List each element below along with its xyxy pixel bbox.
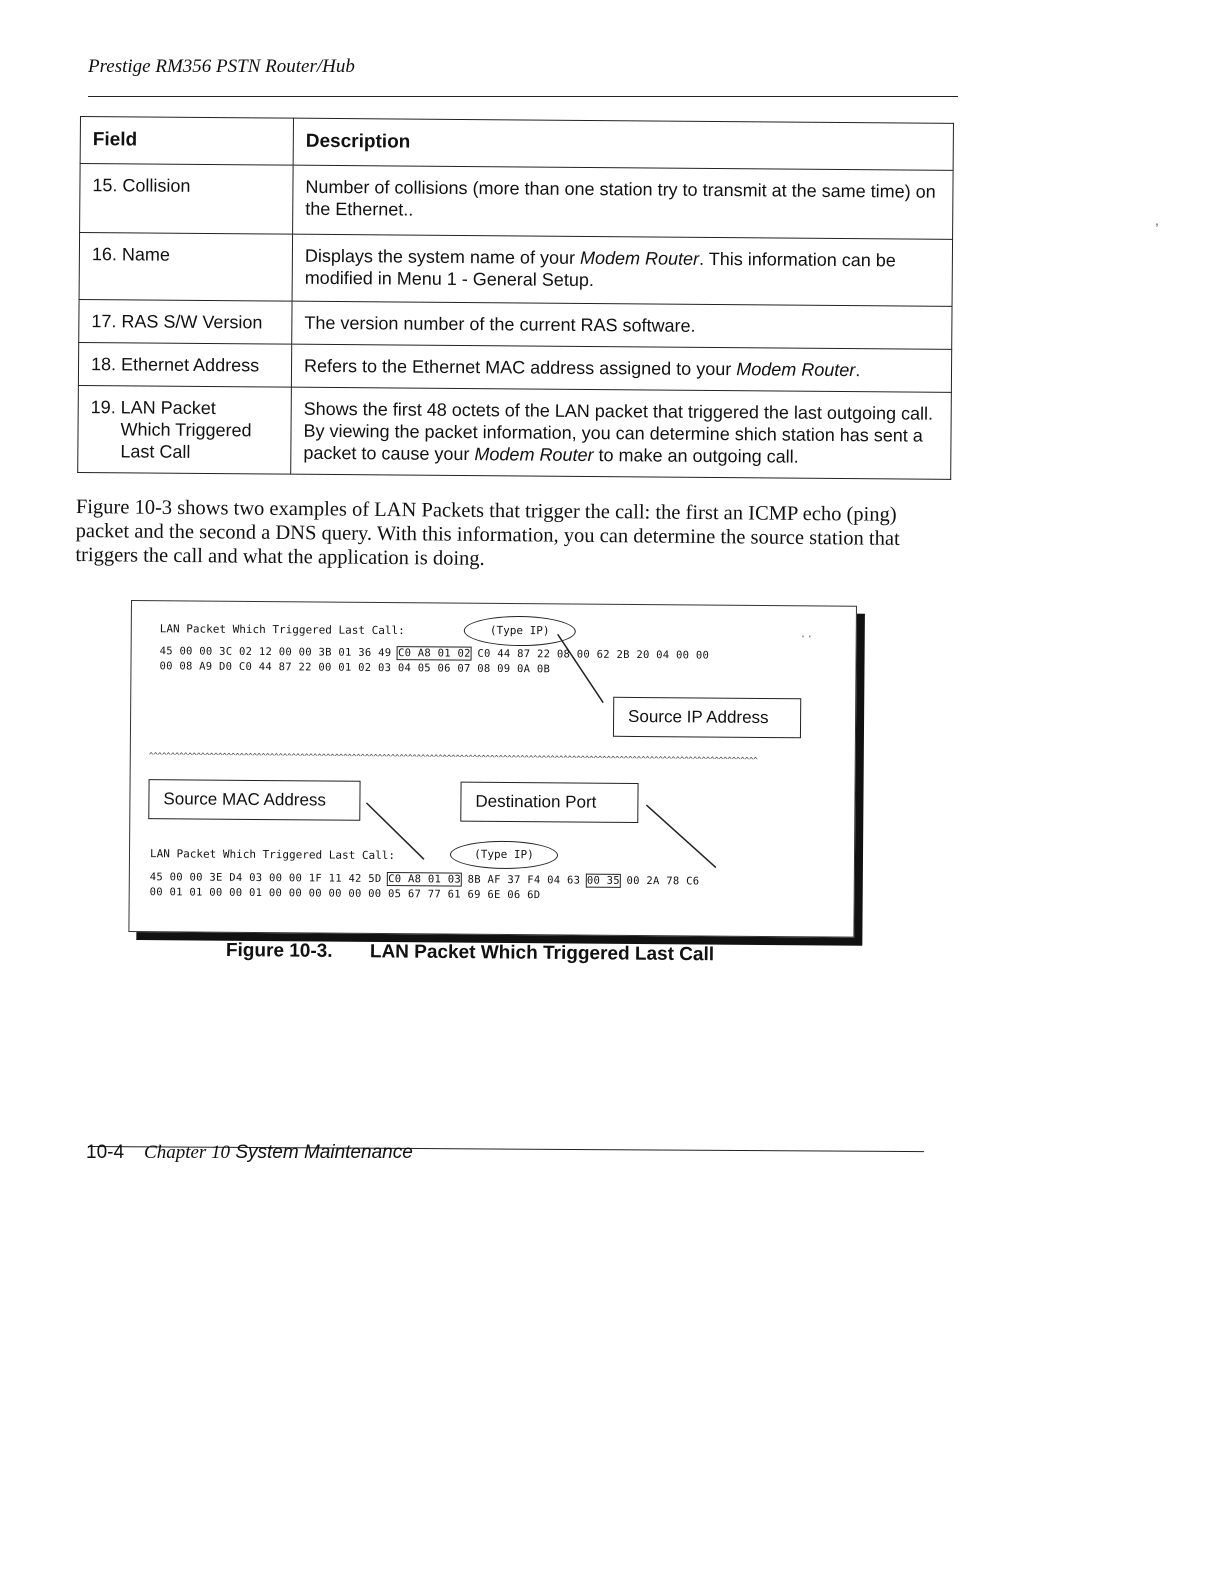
- packet1-type-oval: (Type IP): [464, 616, 576, 647]
- table-row: [80, 164, 954, 240]
- column-header-field: Field: [80, 117, 293, 166]
- field-name: Collision: [122, 175, 191, 196]
- field-description-table: [77, 116, 954, 480]
- packet2-label: LAN Packet Which Triggered Last Call:: [149, 847, 396, 863]
- field-name: LAN Packet Which Triggered Last Call: [120, 397, 252, 462]
- table-header-row: [80, 117, 953, 171]
- page-number: 10-4: [86, 1142, 125, 1163]
- product-name: Modem Router: [579, 247, 700, 269]
- field-cell: [78, 342, 291, 387]
- description-cell: Displays the system name of your Modem Router. This information can be modified in Menu 1 - General Setup.: [292, 234, 953, 306]
- row-number: 18.: [90, 354, 117, 375]
- row-number: 15.: [92, 175, 118, 196]
- chapter-title: Chapter 10 System Maintenance: [144, 1142, 413, 1163]
- callout-destination-port: Destination Port: [460, 782, 638, 823]
- product-name: Modem Router: [736, 359, 856, 381]
- row-number: 17.: [91, 311, 117, 332]
- source-ip-highlight: C0 A8 01 02: [397, 647, 471, 660]
- table-row: [78, 342, 951, 392]
- callout-source-ip: Source IP Address: [613, 697, 801, 738]
- packet1-trail: ..: [799, 627, 814, 641]
- packet2-type-oval: (Type IP): [450, 841, 558, 870]
- running-header: Prestige RM356 PSTN Router/Hub: [88, 56, 355, 77]
- field-cell: [78, 385, 292, 474]
- header-rule: [88, 96, 958, 97]
- row-number: 19.: [90, 397, 116, 418]
- packet2-hex-line2: 00 01 01 00 00 01 00 00 00 00 00 00 05 67 77 61 69 6E 06 6D: [149, 886, 541, 902]
- table-row: [79, 299, 952, 349]
- field-cell: [79, 233, 293, 302]
- figure-title: LAN Packet Which Triggered Last Call: [369, 941, 715, 966]
- figure-number: Figure 10-3.: [225, 940, 333, 962]
- row-number: 16.: [91, 244, 118, 265]
- table-row: [79, 233, 952, 307]
- intro-paragraph: Figure 10-3 shows two examples of LAN Packets that trigger the call: the first an ICMP echo (ping) packet and the second a DNS query. With this information, you can determine the source station that triggers the call and what the application is doing.: [75, 495, 900, 570]
- description-cell: The version number of the current RAS software.: [292, 301, 952, 349]
- field-name: RAS S/W Version: [121, 311, 263, 333]
- column-header-description: Description: [293, 118, 953, 170]
- field-name: Ethernet Address: [120, 354, 260, 376]
- source-ip-highlight: C0 A8 01 03: [388, 873, 462, 886]
- description-cell: Number of collisions (more than one station try to transmit at the same time) on the Ethernet..: [293, 165, 954, 239]
- field-cell: [80, 164, 294, 235]
- description-cell: Shows the first 48 octets of the LAN packet that triggered the last outgoing call. By viewing the packet information, you can determine shich station has sent a packet to cause your Modem Router to make an outgoing call.: [291, 387, 952, 479]
- page-footer: [86, 1142, 413, 1164]
- packet1-hex-line2: 00 08 A9 D0 C0 44 87 22 00 01 02 03 04 05 06 07 08 09 0A 0B: [159, 660, 551, 676]
- packet1-label: LAN Packet Which Triggered Last Call:: [159, 622, 405, 638]
- destination-port-highlight: 00 35: [586, 874, 620, 887]
- description-cell: Refers to the Ethernet MAC address assigned to your Modem Router.: [291, 344, 951, 392]
- callout-source-mac: Source MAC Address: [148, 779, 360, 821]
- figure-caption: [226, 940, 714, 966]
- packet-separator: ^^^^^^^^^^^^^^^^^^^^^^^^^^^^^^^^^^^^^^^^^^^^^^^^^^^^^^^^^^^^^^^^^^^^^^^^^^^^^^^^^^^^^^^^^^^^^^^^^^^^^^^^^^^^^^^^^^^^^^^^^^^^^^^^^^^^^^^^^^^^^: [148, 751, 758, 765]
- product-name: Modem Router: [474, 444, 594, 466]
- packet-figure: [128, 600, 857, 938]
- packet1-hex-line1: 45 00 00 3C 02 12 00 00 3B 01 36 49 C0 A8 01 02 C0 44 87 22 08 00 62 2B 20 04 00 00: [159, 645, 710, 662]
- field-cell: [79, 299, 292, 344]
- field-name: Name: [121, 244, 171, 265]
- packet2-hex-line1: 45 00 00 3E D4 03 00 00 1F 11 42 5D C0 A8 01 03 8B AF 37 F4 04 63 00 35 00 2A 78 C6: [149, 871, 700, 888]
- margin-tick: ,: [1155, 212, 1159, 228]
- table-row: [78, 385, 952, 479]
